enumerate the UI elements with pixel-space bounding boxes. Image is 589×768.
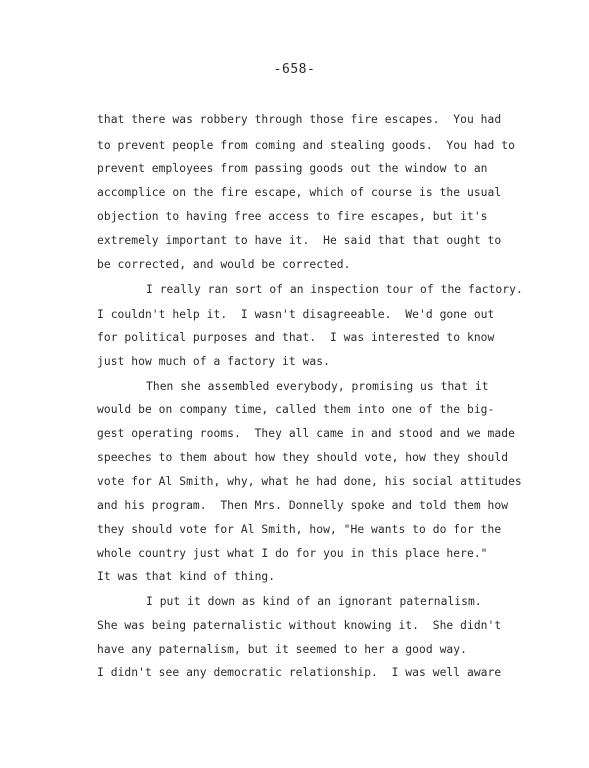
text-line: for political purposes and that. I was interested to know xyxy=(97,331,495,344)
text-line: Then she assembled everybody, promising us that it xyxy=(146,380,489,393)
text-line: would be on company time, called them into one of the big- xyxy=(97,403,495,416)
page-number: -658- xyxy=(273,62,316,77)
text-line: I put it down as kind of an ignorant paternalism. xyxy=(146,595,482,608)
text-line: I really ran sort of an inspection tour of the factory. xyxy=(146,283,523,296)
text-line: be corrected, and would be corrected. xyxy=(97,258,351,271)
text-line: they should vote for Al Smith, how, "He wants to do for the xyxy=(97,523,502,536)
text-line: have any paternalism, but it seemed to her a good way. xyxy=(97,643,467,656)
text-line: that there was robbery through those fire escapes. You had xyxy=(97,113,502,126)
text-line: She was being paternalistic without knowing it. She didn't xyxy=(97,619,502,632)
text-line: whole country just what I do for you in this place here." xyxy=(97,547,488,560)
text-line: and his program. Then Mrs. Donnelly spoke and told them how xyxy=(97,499,509,512)
text-line: It was that kind of thing. xyxy=(97,570,276,583)
text-line: to prevent people from coming and stealing goods. You had to xyxy=(97,139,515,152)
text-line: just how much of a factory it was. xyxy=(97,355,330,368)
text-line: prevent employees from passing goods out the window to an xyxy=(97,162,488,175)
text-line: gest operating rooms. They all came in and stood and we made xyxy=(97,427,515,440)
text-line: vote for Al Smith, why, what he had done, his social attitudes xyxy=(97,475,522,488)
text-line: speeches to them about how they should vote, how they should xyxy=(97,451,509,464)
text-line: objection to having free access to fire escapes, but it's xyxy=(97,210,488,223)
text-line: I couldn't help it. I wasn't disagreeable. We'd gone out xyxy=(97,308,495,321)
text-line: I didn't see any democratic relationship. I was well aware xyxy=(97,666,502,679)
text-line: accomplice on the fire escape, which of course is the usual xyxy=(97,186,502,199)
text-line: extremely important to have it. He said that that ought to xyxy=(97,234,502,247)
